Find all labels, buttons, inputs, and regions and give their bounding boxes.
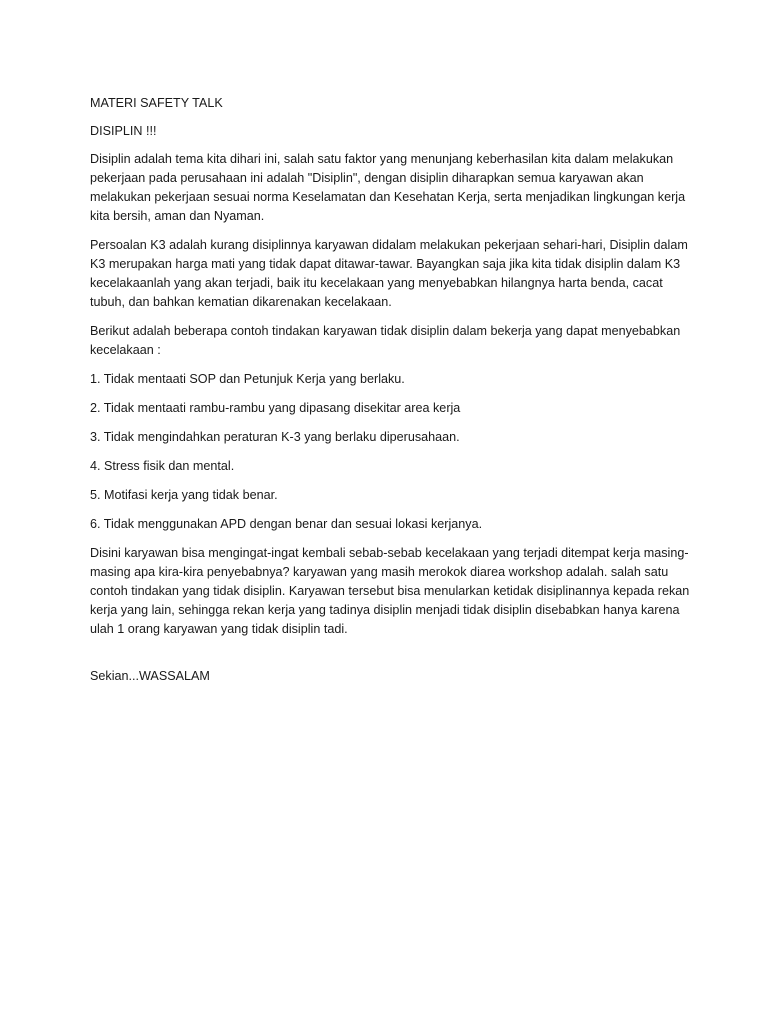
section-heading: DISIPLIN !!! [90, 124, 157, 138]
list-item: 2. Tidak mentaati rambu-rambu yang dipasang disekitar area kerja [90, 401, 461, 415]
list-item: 4. Stress fisik dan mental. [90, 459, 235, 473]
list-item: 6. Tidak menggunakan APD dengan benar dan sesuai lokasi kerjanya. [90, 517, 483, 531]
list-item: 5. Motifasi kerja yang tidak benar. [90, 488, 278, 502]
paragraph-k3-problem: Persoalan K3 adalah kurang disiplinnya karyawan didalam melakukan pekerjaan sehari-hari, Disiplin dalam K3 merupakan harga mati yang tidak dapat ditawar-tawar. Bayangkan saja jika kita tidak disiplin dalam K3 kecelakaanlah yang akan terjadi, baik itu kecelakaan yang menyebabkan hilangnya harta benda, cacat tubuh, dan bahkan kematian dikarenakan kecelakaan. [90, 238, 688, 309]
document-page [90, 94, 690, 696]
paragraph-examples-intro: Berikut adalah beberapa contoh tindakan karyawan tidak disiplin dalam bekerja yang dapat menyebabkan kecelakaan : [90, 324, 681, 357]
paragraph-intro: Disiplin adalah tema kita dihari ini, salah satu faktor yang menunjang keberhasilan kita dalam melakukan pekerjaan pada perusahaan ini adalah "Disiplin", dengan disiplin diharapkan semua karyawan akan melakukan pekerjaan sesuai norma Keselamatan dan Kesehatan Kerja, serta menjadikan lingkungan kerja kita bersih, aman dan Nyaman. [90, 152, 686, 223]
list-item: 1. Tidak mentaati SOP dan Petunjuk Kerja yang berlaku. [90, 372, 405, 386]
paragraph-reflection: Disini karyawan bisa mengingat-ingat kembali sebab-sebab kecelakaan yang terjadi ditempat kerja masing-masing apa kira-kira penyebabnya? karyawan yang masih merokok diarea workshop adalah. salah satu contoh tindakan yang tidak disiplin. Karyawan tersebut bisa menularkan ketidak disiplinannya kepada rekan kerja yang lain, sehingga rekan kerja yang tadinya disiplin menjadi tidak disiplin disebabkan hanya karena ulah 1 orang karyawan yang tidak disiplin tadi. [90, 546, 690, 636]
closing-line: Sekian...WASSALAM [90, 669, 210, 683]
document-title: MATERI SAFETY TALK [90, 96, 223, 110]
list-item: 3. Tidak mengindahkan peraturan K-3 yang berlaku diperusahaan. [90, 430, 460, 444]
